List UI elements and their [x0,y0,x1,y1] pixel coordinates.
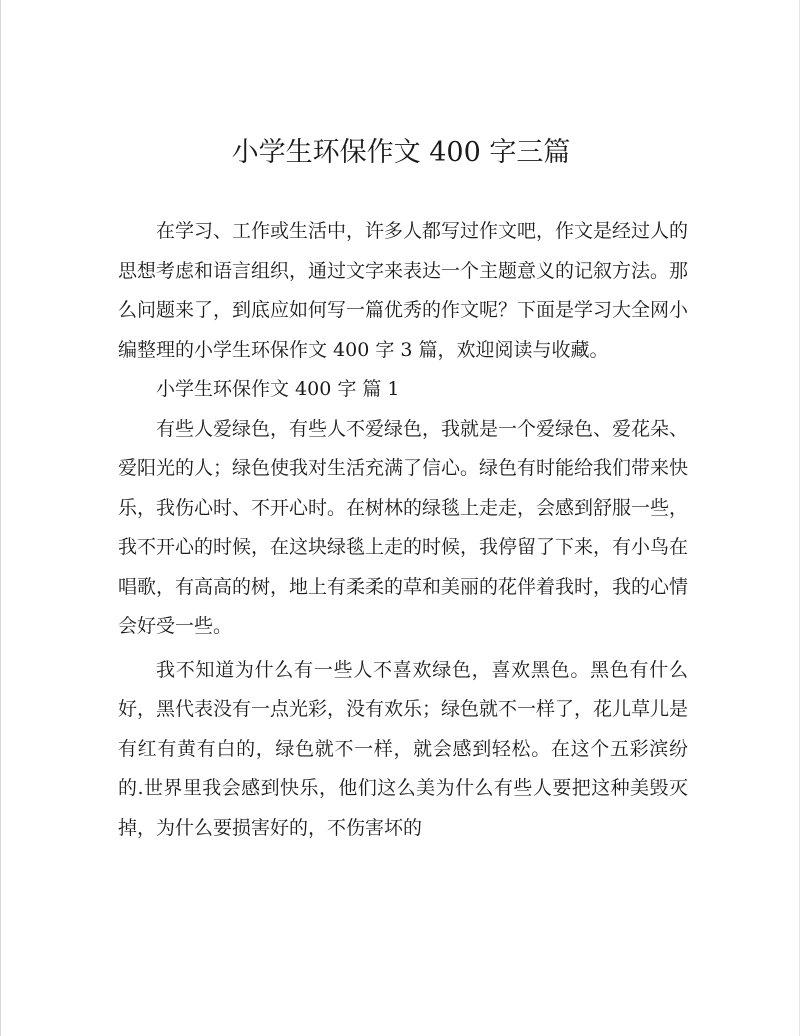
essay-paragraph-1: 有些人爱绿色，有些人不爱绿色，我就是一个爱绿色、爱花朵、爱阳光的人；绿色使我对生活充满了信心。绿色有时能给我们带来快乐，我伤心时、不开心时。在树林的绿毯上走走，会感到舒服一些，我不开心的时候，在这块绿毯上走的时候，我停留了下来，有小鸟在唱歌，有高高的树，地上有柔柔的草和美丽的花伴着我时，我的心情会好受一些。 [118,417,689,637]
document-body [118,212,688,848]
document-title: 小学生环保作文 400 字三篇 [231,137,571,168]
essay-paragraph-2: 我不知道为什么有一些人不喜欢绿色，喜欢黑色。黑色有什么好，黑代表没有一点光彩，没有欢乐；绿色就不一样了，花儿草儿是有红有黄有白的，绿色就不一样，就会感到轻松。在这个五彩滨纷的.世界里我会感到快乐，他们这么美为什么有些人要把这种美毁灭掉，为什么要损害好的，不伤害坏的 [118,658,689,839]
section-heading: 小学生环保作文 400 字 篇 1 [156,378,400,400]
intro-paragraph: 在学习、工作或生活中，许多人都写过作文吧，作文是经过人的思想考虑和语言组织，通过文字来表达一个主题意义的记叙方法。那么问题来了，到底应如何写一篇优秀的作文呢？下面是学习大全网小编整理的小学生环保作文 400 字 3 篇，欢迎阅读与收藏。 [118,220,689,361]
